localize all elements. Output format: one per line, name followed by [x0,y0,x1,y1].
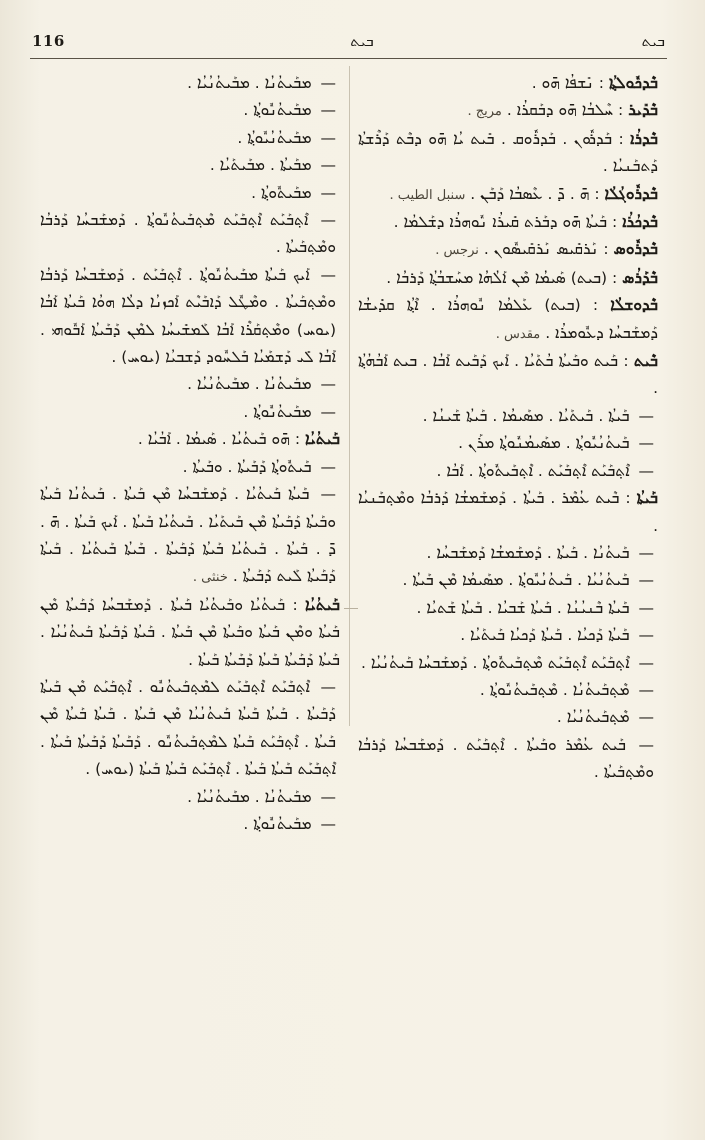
entry-dash: — [633,434,654,453]
header-right-word: ܒܝܬ [641,32,665,50]
entry-dash: — [633,680,654,699]
entry-text: ܡܒܰܝܬܳܢܳܐ . ܡܒܰܝܬܳܢܳܝܳܐ . [187,74,312,92]
entry-dash: — [315,402,336,421]
entry-text: ܡܒܰܝܬܳܢܳܐ . ܡܒܰܝܬܳܢܳܝܳܐ . [187,375,312,394]
subentry [40,180,340,207]
entry-text: ܒܰܝܬܳܐ . ܒܰܝܬܰܝܳܐ . ܡܣܰܝܡܳܐ . ܒܰܝܬܳܐ ܫܰܝܢܳܐ . [422,406,630,425]
dictionary-entry [358,265,658,292]
arabic-gloss: سنبل الطيب . [389,187,466,203]
entry-text: ܒܰܝܬܳܢܳܝܳܐ . ܒܰܝܬܳܢܳܝܽܘܬ݂ܳܐ . ܡܣܰܝܡܳܐ ܡܶܢ ܒܰܝܬܳܐ . [402,571,630,590]
subentry [40,262,340,372]
dictionary-entry [358,70,658,97]
entry-dash: — [313,485,336,504]
entry-dash: — [629,735,654,754]
subentry [40,97,340,124]
dictionary-entry [40,592,340,674]
entry-dash: — [313,265,336,284]
subentry [358,567,658,594]
dictionary-entry [358,209,658,236]
entry-text: ܡܶܬ݂ܒܰܝܬܳܢܳܝܳܐ . [556,708,630,727]
entry-text: : ܢܰܪܩܺܝܣ ܢܰܪܩܺܝܣܽܘܢ . [483,240,614,259]
subentry [40,371,340,398]
entry-headword: ܒܶܝܬ [633,352,658,371]
entry-dash: — [633,598,654,617]
entry-text: ܐܶܬ݂ܒܰܝܰܬ ܐܶܬ݂ܒܰܝܰܬ ܠܡܶܬ݂ܒܰܝܬܳܢܽܘ . ܐܶܬ݂ܒܰܝܰܬ ܡܶܢ ܒܰܝܬܳܐ ܕܰܒܰܝܬܳܐ . ܒܰܝܬܳܐ ܒܰܝܬܳܐ ܒܰܝܬܳܢܳܝܳܐ ܡܶܢ ܒܰܝܬܳܐ . ܒܰܝܬܳܐ ܒܰܝܬܳܐ ܡܶܢ ܒܰܝܬܳܐ . ܐܶܬ݂ܒܰܝܰܬ ܒܰܝܬܳܐ ܠܡܶܬ݂ܒܰܝܬܳܢܽܘ . ܕܰܒܰܝܬܳܐ ܕܰܒܰܝܬܳܐ ܒܰܝܬܳܐ . ܐܶܬ݂ܒܰܝܰܬ ܒܰܝܬܳܐ ܒܰܝܬܳܐ . ܐܶܬ݂ܒܰܝܰܬ ܒܰܝܬܳܐ ܒܰܝܬܳܐ (ܝܘܚ) . [40,677,336,779]
entry-headword: ܒܶܕܪܽܘܣ [613,240,658,259]
entry-dash: — [313,677,336,696]
page-header [32,28,665,54]
entry-dash: — [315,74,336,92]
dictionary-entry [40,426,340,453]
left-column [40,70,340,838]
entry-text: ܡܒܰܝܬܳܢܽܘܬ݂ܳܐ . [243,814,312,833]
entry-headword: ܒܶܕܰܪܳܣ [622,268,658,287]
entry-text: : ܒܰܝܬܳܝܳܐ ܘܒܰܝܬܳܝܳܐ ܒܰܝܬܳܐ . ܕܰܡܫܰܒܚܳܐ ܕܰܒܰܝܬܳܐ ܡܶܢ ܒܰܝܬܳܐ ܘܡܶܢ ܒܰܝܬܳܐ ܘܒܰܝܬܳܐ ܡܶܢ ܒܰܝܬܳܐ . ܒܰܝܬܳܐ ܕܰܒܰܝܬܳܐ ܒܰܝܬܳܢܳܝܳܐ . ܒܰܝܬܳܐ ܕܰܒܰܝܬܳܐ ܒܰܝܬܳܐ ܕܰܒܰܝܬܳܐ ܒܰܝܬܳܐ . [40,595,340,669]
subentry [40,454,340,481]
entry-dash: — [315,128,336,147]
subentry [40,811,340,838]
entry-dash: — [633,653,654,672]
subentry [358,540,658,567]
entry-text: : ܒܶܝܬ ܥܳܡܶܪ . ܒܰܝܬܳܐ . ܕܰܡܫܰܡܫܳܐ ܕܰܪܒܳܐ ܘܡܶܬ݂ܒܰܢܝܳܐ . [358,489,658,535]
dictionary-entry [358,181,658,209]
entry-text: ܡܒܰܝܬܳܢܽܘܬ݂ܳܐ . [243,402,312,421]
entry-text: : (ܒܝܬ) ܥܰܠܡܳܐ ܢܽܘܗܪܳܐ . ܐܶܬ݂ܳܐ ܩܕܺܝܫܳܐ ܕܰܡܫܰܒܚܳܐ ܕܥܽܘܡܪܳܐ . [358,296,658,342]
entry-headword: ܒܶܕܟܳܪܳܐ [622,213,658,232]
dictionary-entry [358,292,658,348]
arabic-gloss: مريج . [467,104,502,120]
right-column [358,70,658,787]
entry-text: ܒܰܝܬܳܢܳܐ . ܒܰܝܬܳܐ . ܕܰܡܫܰܡܫܳܐ ܕܰܡܫܰܒܚܳܐ . [426,543,630,562]
entry-headword: ܒܰܝܬܳܐ [636,489,658,508]
entry-text: ܡܒܰܝܬܽܘܬ݂ܳܐ . [251,183,312,202]
entry-headword: ܒܶܕܺܝܪ [628,101,658,120]
subentry [358,732,658,787]
arabic-gloss: مقدس . [495,326,541,342]
subentry [358,704,658,731]
entry-dash: — [633,461,654,480]
entry-headword: ܒܶܕܘܫܠܳܐ [610,296,658,315]
entry-dash: — [312,211,336,230]
entry-text: : ܢܺܫܦܳܐ ܗ̄ܘ . [531,74,609,92]
entry-text: ܒܰܝܬܳܐ ܕܰܟܝܳܐ . ܒܰܝܬܳܐ ܕܰܟܝܳܐ ܒܰܝܬܰܝܳܐ . [460,626,630,645]
header-rule [30,58,667,59]
dictionary-entry [358,236,658,264]
entry-headword: ܒܶܕܪܳܐ [630,129,658,148]
subentry [358,403,658,430]
subentry [40,152,340,179]
entry-dash: — [633,543,654,562]
entry-text: : ܚܶܠܒܳܐ ܗ̄ܘ ܕܒܰܩܪܳܐ . [506,101,629,120]
entry-text: ܡܒܰܝܬܳܢܽܘܬ݂ܳܐ . [243,101,312,120]
entry-text: ܒܰܝܬܽܘܬ݂ܳܐ ܕܰܒܰܝܬܳܐ . ܘܒܰܝܬܳܐ . [182,457,312,476]
subentry [358,430,658,457]
entry-headword: ܒܰܝܬܳܝܳܐ [304,595,340,614]
margin-mark [344,608,358,609]
entry-headword: ܒܶܕܟܽܘܠܬ݂ܳܐ [608,74,658,92]
subentry [358,677,658,704]
entry-dash: — [315,183,336,202]
entry-text: ܐܶܬ݂ܒܰܝܰܬ ܐܶܬ݂ܒܰܝܰܬ ܡܶܬ݂ܒܰܝܬܽܘܬ݂ܳܐ . ܕܰܡܫܰܒܚܳܐ ܒܰܝܬܳܢܳܝܳܐ . [361,653,630,672]
entry-dash: — [315,375,336,394]
entry-text: ܐܰܝܟ ܒܰܝܬܳܐ ܡܒܰܝܬܳܢܽܘܬ݂ܳܐ . ܐܶܬ݂ܒܰܝܰܬ . ܕܰܡܫܰܒܚܳܐ ܕܰܪܒܳܐ ܘܡܶܬ݂ܒܰܝܬܳܐ . ܘܡܶܛܽܠ ܕܰܐܒܰܝܶܬ ܐܰܟܙܢܳܐ ܕܠܳܐ ܗܘܳܐ ܒܰܝܬܳܐ ܐܰܒܳܐ (ܝܘܚ) ܘܡܶܬ݂ܩܰܪܶܐ ܐܰܒܳܐ ܠܰܡܫܺܝܚܳܐ ܠܡܶܢ ܕܰܒܰܝܬܳܐ ܐܰܒܽܘܗܝ . ܐܰܒܳܐ ܠܺܝ ܕܰܫܡܰܝܳܐ ܒܰܠܚܽܘܕ ܕܰܫܒܝܳܐ (ܝܘܚ) . [40,265,336,367]
entry-dash: — [315,156,336,175]
arabic-gloss: نرجس . [435,243,479,259]
entry-dash: — [633,626,654,645]
entry-dash: — [315,814,336,833]
header-center-word: ܒܝܬ [350,32,374,50]
subentry [358,458,658,485]
subentry [40,207,340,262]
entry-headword: ܒܶܕܪܽܘܓܳܠܳܐ [604,184,658,203]
column-divider [349,66,350,726]
entry-text: ܡܒܰܝܬܳܐ . ܡܒܰܝܬܰܝܳܐ . [209,156,312,175]
subentry [40,70,340,97]
entry-text: ܐܶܬ݂ܒܰܝܰܬ ܐܶܬ݂ܒܰܝܰܬ ܡܶܬ݂ܒܰܝܬܳܢܽܘܬ݂ܳܐ . ܕܰܡܫܰܒܚܳܐ ܕܰܪܒܳܐ ܘܡܶܬ݂ܒܰܝܬܳܐ . [40,211,336,257]
entry-text: ܡܒܰܝܬܳܢܳܝܽܘܬ݂ܳܐ . [237,128,312,147]
entry-dash: — [315,787,336,806]
dictionary-entry [358,97,658,125]
entry-text: : ܒܰܝܬܳܐ ܗ̄ܘ ܕܒܰܪܬ ܩܺܝܪܳܐ ܢܽܘܗܪܳܐ ܕܫܰܠܡܳܐ . [393,213,623,232]
entry-text: ܒܰܝܬ ܥܳܡܶܪ ܘܒܰܝܬܳܐ . ܐܶܬ݂ܒܰܝܰܬ . ܕܰܡܫܰܒܚܳܐ ܕܰܪܒܳܐ ܘܡܶܬ݂ܒܰܝܬܳܐ . [358,735,654,782]
entry-text: ܒܰܝܬܳܐ ܒܰܝܬܳܝܳܐ . ܕܰܡܫܰܒܚܳܐ ܡܶܢ ܒܰܝܬܳܐ . ܒܰܝܬܳܢܳܐ ܒܰܝܬܳܐ ܘܒܰܝܬܳܐ ܕܰܒܰܝܬܳܐ ܡܶܢ ܒܰܝܬܰܝܳܐ . ܒܰܝܬܳܝܳܐ ܒܰܝܬܳܐ . ܐܰܝܟ ܒܰܝܬܳܐ . ܗ̄ . ܕ̄ . ܒܰܝܬܳܐ . ܒܰܝܬܳܝܳܐ ܒܰܝܬܳܐ ܕܰܒܰܝܬܳܐ . ܒܰܝܬܳܐ ܒܰܝܬܳܝܳܐ . ܒܰܝܬܳܐ ܕܰܒܰܝܬܳܐ ܠܰܝܬ ܕܰܒܰܝܬܳܐ . [40,485,336,586]
entry-text: ܒܰܝܬܳܢܳܝܽܘܬ݂ܳܐ . ܡܣܰܝܡܳܢܽܘܬ݂ܳܐ ܡܪܰܢ . [458,434,630,453]
entry-text: ܡܶܬ݂ܒܰܝܬܳܢܳܐ . ܡܶܬ݂ܒܰܝܬܳܢܽܘܬ݂ܳܐ . [479,680,630,699]
entry-dash: — [633,571,654,590]
subentry [40,125,340,152]
entry-text: : ܒܰܝܬ ܘܒܰܝܬܳܐ ܒܳܬܰܝܳܐ . ܐܰܝܟ ܕܰܒܰܝܬ ܐܰܒܳܐ . ܒܝܬ ܐܰܒܳܗܳܬ݂ܳܐ . [358,352,658,398]
subentry [40,399,340,426]
entry-text: ܡܒܰܝܬܳܢܳܐ . ܡܒܰܝܬܳܢܳܝܳܐ . [187,787,312,806]
entry-dash: — [315,101,336,120]
subentry [358,595,658,622]
entry-headword: ܒܰܝܬܳܝܳܐ [304,430,340,449]
entry-dash: — [633,406,654,425]
entry-dash: — [633,708,654,727]
dictionary-entry [358,126,658,181]
dictionary-entry [358,348,658,403]
subentry [40,674,340,784]
entry-text: ܐܶܬ݂ܒܰܝܰܬ ܐܶܬ݂ܒܰܝܰܬ . ܐܶܬ݂ܒܰܝܬܽܘܬ݂ܳܐ . ܐܰܒܳܐ . [436,461,630,480]
dictionary-entry [358,485,658,540]
entry-text: : ܗ̄ . ܕ̄ . ܥܶܣܒܳܐ ܕܰܒܰܢ . [470,184,605,203]
entry-dash: — [315,457,336,476]
arabic-gloss: خنثى . [192,570,228,586]
subentry [40,481,340,592]
entry-text: : (ܒܝܬ) ܣܰܝܡܳܐ ܡܶܢ ܐܰܠܳܗܳܐ ܡܚܰܫܒܳܬ݂ܳܐ ܕܰܪܒܳܐ . [386,268,623,287]
entry-text: : ܒܰܕܪܽܘܢ . ܒܰܕܪܽܘܩ . ܒܺܝܬ ܝܳܐ ܗ̄ܘ ܕܒܶܬ ܕܰܪܶܫܬܳܐ ܕܰܬܒܰܢܝܳܐ . [358,129,658,176]
entry-text: ܒܰܝܬܳܐ ܒܶܢܝܳܢܳܐ . ܒܰܝܬܳܐ ܫܰܒܝܳܐ . ܒܰܝܬܳܐ ܫܰܬܝܳܐ . [416,598,630,617]
subentry [40,784,340,811]
entry-text: : ܗ̄ܘ ܒܰܝܬܳܝܳܐ . ܣܰܝܡܳܐ . ܐܰܒܳܝܳܐ . [137,430,305,449]
subentry [358,622,658,649]
subentry [358,650,658,677]
page-number: 116 [32,32,65,50]
